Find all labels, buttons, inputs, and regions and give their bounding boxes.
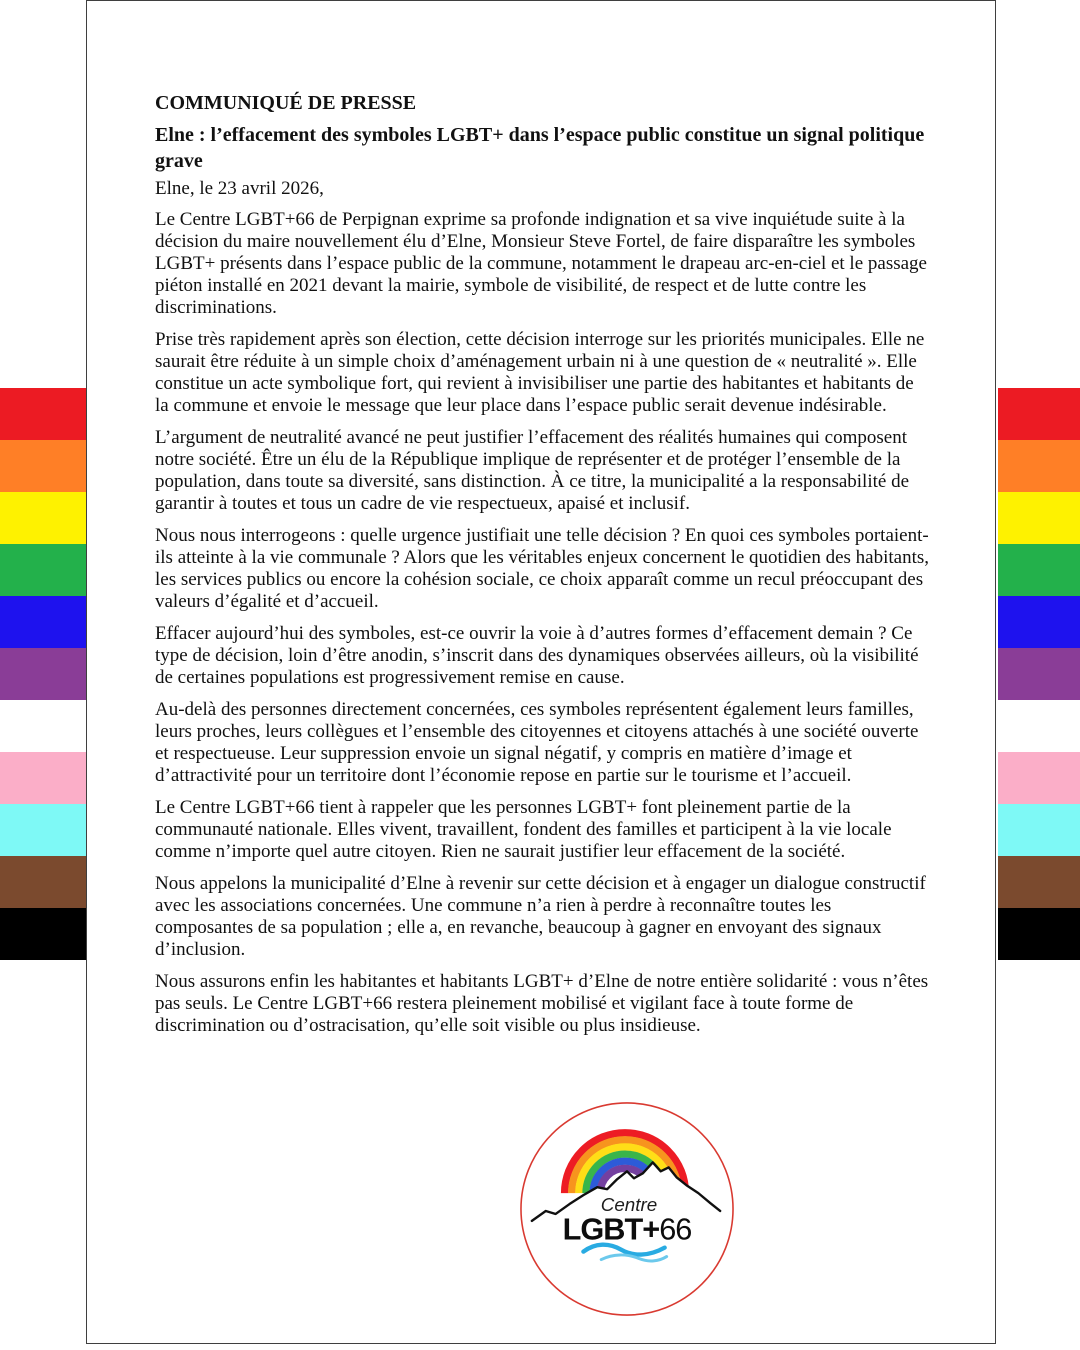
pride-stripe-blue bbox=[998, 596, 1080, 648]
document-heading: Elne : l’effacement des symboles LGBT+ dans l’espace public constitue un signal politique grave bbox=[155, 124, 925, 172]
pride-stripe-brown bbox=[0, 856, 86, 908]
document-dateline: Elne, le 23 avril 2026, bbox=[155, 178, 324, 199]
press-release-paragraph: Nous nous interrogeons : quelle urgence justifiait une telle décision ? En quoi ces symboles portaient-ils atteinte à la vie communale ? Alors que les véritables enjeux concernent le quotidien des habitants, les services publics ou encore la cohésion sociale, ce choix apparaît comme un recul préoccupant des valeurs d’égalité et d’accueil. bbox=[155, 525, 929, 612]
pride-stripe-white bbox=[0, 700, 86, 752]
pride-stripe-red bbox=[0, 388, 86, 440]
pride-stripe-pink bbox=[998, 752, 1080, 804]
logo-text-centre: Centre bbox=[600, 1193, 658, 1215]
press-release-page bbox=[86, 0, 996, 1344]
press-release-paragraph: L’argument de neutralité avancé ne peut justifier l’effacement des réalités humaines qui composent notre société. Être un élu de la République implique de représenter et de protéger l’ensemble de la population, dans toute sa diversité, sans distinction. À ce titre, la municipalité a la responsabilité de garantir à toutes et tous un cadre de vie respectueux, apaisé et inclusif. bbox=[155, 427, 910, 514]
pride-stripe-purple bbox=[998, 648, 1080, 700]
press-release-paragraph: Effacer aujourd’hui des symboles, est-ce ouvrir la voie à d’autres formes d’effacement demain ? Ce type de décision, loin d’être anodin, s’inscrit dans des dynamiques observées ailleurs, où la visibilité de certaines populations est progressivement remise en cause. bbox=[155, 623, 919, 688]
pride-stripe-blue bbox=[0, 596, 86, 648]
pride-stripe-pink bbox=[0, 752, 86, 804]
press-release-paragraph: Le Centre LGBT+66 tient à rappeler que les personnes LGBT+ font pleinement partie de la communauté nationale. Elles vivent, travaillent, fondent des familles et participent à la vie locale comme n’importe quel autre citoyen. Rien ne saurait justifier leur effacement de la société. bbox=[155, 797, 892, 862]
pride-stripe-purple bbox=[0, 648, 86, 700]
pride-stripe-green bbox=[0, 544, 86, 596]
pride-stripe-black bbox=[0, 908, 86, 960]
pride-stripe-white bbox=[998, 700, 1080, 752]
pride-stripe-red bbox=[998, 388, 1080, 440]
logo-text-lgbt66 bbox=[563, 1212, 692, 1247]
logo-text-66: 66 bbox=[659, 1211, 692, 1247]
press-release-content bbox=[87, 1, 995, 1037]
pride-stripe-light-blue bbox=[0, 804, 86, 856]
pride-stripes-left bbox=[0, 388, 86, 960]
document-title: COMMUNIQUÉ DE PRESSE bbox=[155, 92, 417, 114]
pride-stripe-orange bbox=[0, 440, 86, 492]
pride-stripes-right bbox=[998, 388, 1080, 960]
pride-stripe-green bbox=[998, 544, 1080, 596]
pride-stripe-orange bbox=[998, 440, 1080, 492]
press-release-paragraph: Au-delà des personnes directement concernées, ces symboles représentent également leurs familles, leurs proches, leurs collègues et l’ensemble des citoyennes et citoyens attachés à une société ouverte et respectueuse. Leur suppression envoie un signal négatif, y compris en matière d’image et d’attractivité pour un territoire dont l’économie repose en partie sur le tourisme et l’accueil. bbox=[155, 699, 919, 786]
press-release-paragraph: Nous appelons la municipalité d’Elne à revenir sur cette décision et à engager un dialogue constructif avec les associations concernées. Une commune n’a rien à perdre à reconnaître toutes les composantes de sa population ; elle a, en revanche, beaucoup à gagner en envoyant des signaux d’inclusion. bbox=[155, 873, 926, 960]
logo-text-lgbt: LGBT+ bbox=[562, 1211, 660, 1247]
pride-stripe-black bbox=[998, 908, 1080, 960]
press-release-paragraph: Le Centre LGBT+66 de Perpignan exprime sa profonde indignation et sa vive inquiétude suite à la décision du maire nouvellement élu d’Elne, Monsieur Steve Fortel, de faire disparaître les symboles LGBT+ présents dans l’espace public de la commune, notamment le drapeau arc-en-ciel et le passage piéton installé en 2021 devant la mairie, symbole de visibilité, de respect et de lutte contre les discriminations. bbox=[155, 209, 927, 318]
press-release-body bbox=[155, 209, 929, 1037]
pride-stripe-yellow bbox=[0, 492, 86, 544]
pride-stripe-yellow bbox=[998, 492, 1080, 544]
centre-lgbt66-logo bbox=[518, 1100, 736, 1318]
pride-stripe-brown bbox=[998, 856, 1080, 908]
press-release-paragraph: Prise très rapidement après son élection, cette décision interroge sur les priorités municipales. Elle ne saurait être réduite à un simple choix d’aménagement urbain ni à une question de « neutralité ». Elle constitue un acte symbolique fort, qui revient à invisibiliser une partie des habitantes et habitants de la commune et envoie le message que leur place dans l’espace public serait devenue indésirable. bbox=[155, 329, 925, 416]
press-release-paragraph: Nous assurons enfin les habitantes et habitants LGBT+ d’Elne de notre entière solidarité : vous n’êtes pas seuls. Le Centre LGBT+66 restera pleinement mobilisé et vigilant face à toute forme de discrimination ou d’ostracisation, qu’elle soit visible ou plus insidieuse. bbox=[155, 971, 929, 1036]
pride-stripe-light-blue bbox=[998, 804, 1080, 856]
